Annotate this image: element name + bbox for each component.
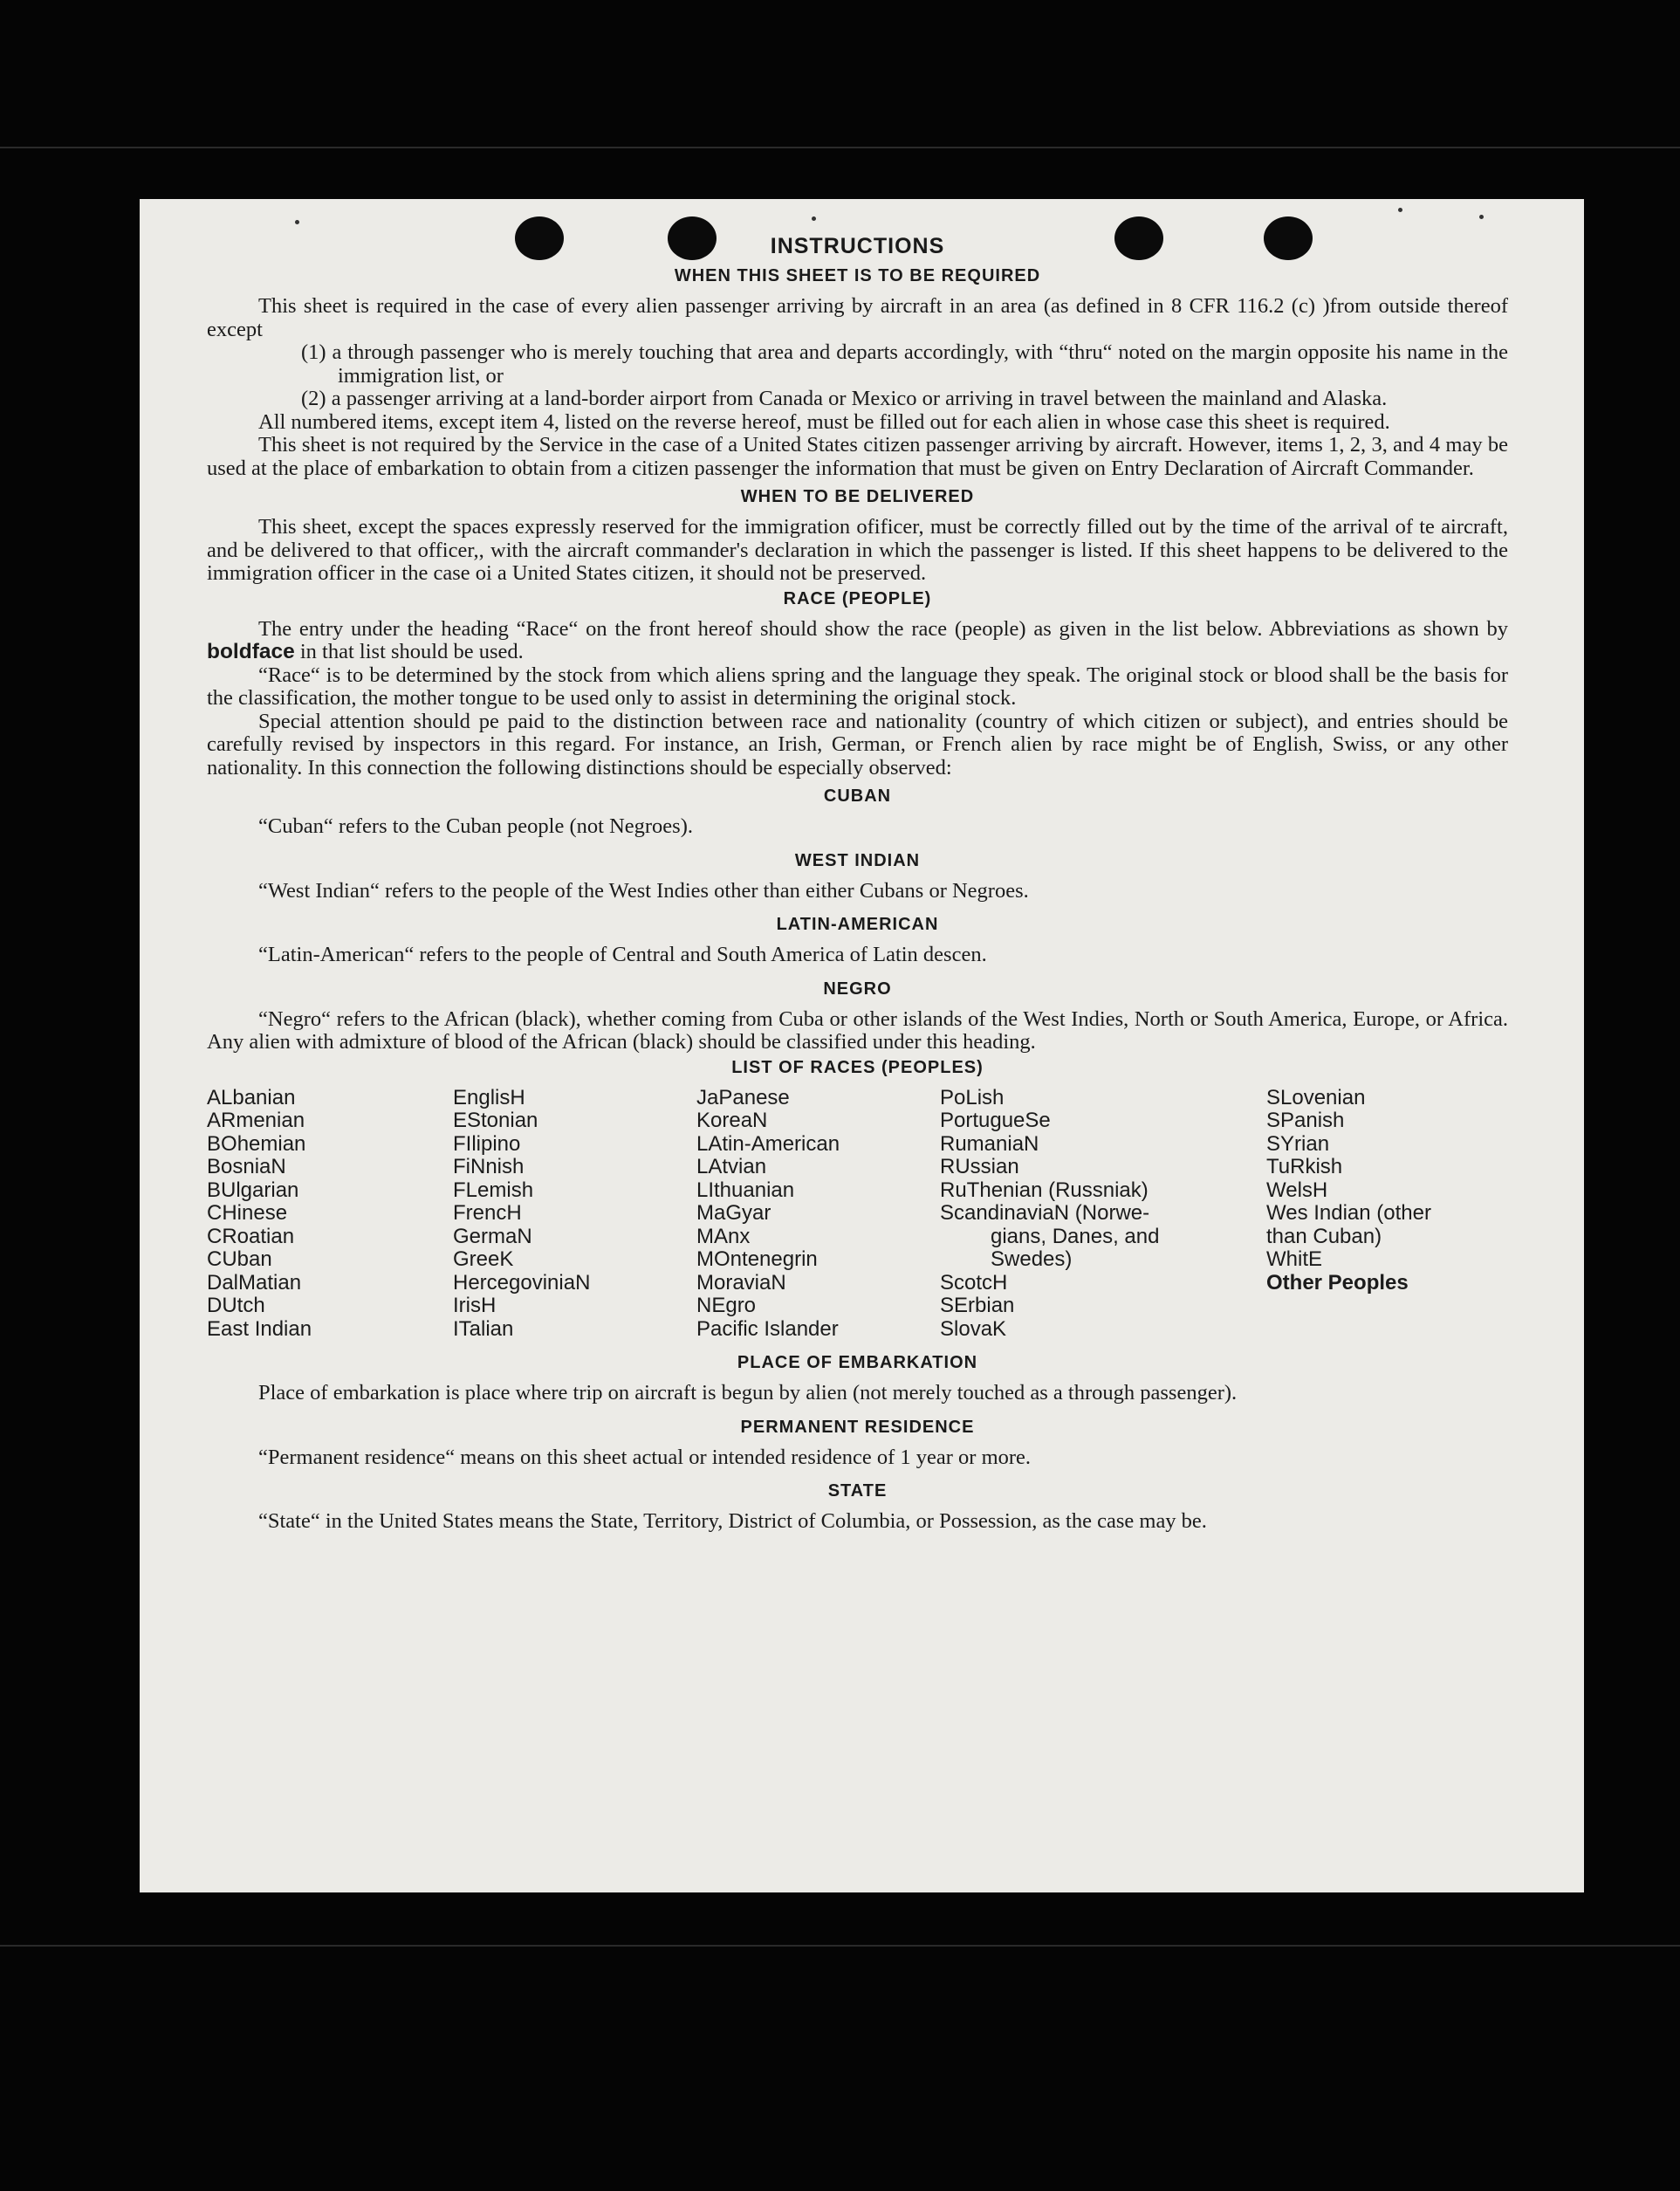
race-entry (453, 1156, 696, 1179)
section-heading-delivered: WHEN TO BE DELIVERED (740, 487, 975, 506)
punch-hole (515, 216, 564, 260)
race-fragment: Whit (1266, 1247, 1308, 1271)
scan-line (0, 147, 1680, 148)
race-fragment: ES (453, 1109, 482, 1132)
race-fragment: hemian (237, 1131, 306, 1156)
race-fragment: thuanian (714, 1178, 795, 1202)
paragraph: “Race“ is to be determined by the stock from which aliens spring and the language they speak. The original stock or blood shall be the basis for the classification, the mother tongue to be used only to assist in determining the original stock. (207, 663, 1508, 710)
race-fragment: ovenian (1292, 1085, 1366, 1109)
race-fragment: AL (207, 1085, 233, 1109)
race-entry (453, 1295, 696, 1318)
race-fragment: oatian (237, 1224, 295, 1248)
race-fragment: kish (1305, 1155, 1343, 1178)
race-entry (453, 1087, 696, 1110)
race-fragment: henian (Russniak) (979, 1178, 1149, 1202)
race-fragment: BO (207, 1131, 237, 1156)
race-entry (453, 1272, 696, 1295)
race-fragment: banian (232, 1085, 296, 1109)
race-list (207, 1087, 1508, 1342)
paragraph: This sheet is not required by the Service in the case of a United States citizen passenger arriving by aircraft. However, items 1, 2, 3, and 4 may be used at the place of embarkation to obtain from a citizen passenger the information that must be given on Entry Declaration of Aircraft Commander. (207, 433, 1508, 480)
scan-speck (812, 216, 816, 221)
paragraph: “Cuban“ refers to the Cuban people (not Negroes). (258, 814, 693, 838)
race-column (207, 1087, 453, 1342)
race-entry (207, 1202, 453, 1226)
race-fragment: Hercegovinia (453, 1270, 576, 1295)
race-fragment: DU (207, 1294, 237, 1317)
race-entry (453, 1202, 696, 1226)
race-fragment: FL (453, 1178, 478, 1202)
race-entry (696, 1087, 940, 1110)
race-fragment: alian (469, 1316, 514, 1341)
paragraph: Special attention should pe paid to the distinction between race and nationality (country of which citizen or subject), and entries should be carefully revised by inspectors in this regard. For instance, an Irish, German, or French alien by race might be of English, Swiss, or any other nationality. In this connection the following distinctions should be especially observed: (207, 709, 1508, 780)
race-fragment: Iris (453, 1294, 481, 1317)
race-entry (940, 1202, 1266, 1226)
scan-speck (1479, 215, 1484, 219)
race-fragment: lipino (471, 1131, 521, 1156)
race-entry (696, 1272, 940, 1295)
race-entry (453, 1226, 696, 1249)
race-entry (940, 1248, 1266, 1272)
race-fragment: gro (725, 1294, 757, 1317)
race-entry (696, 1318, 940, 1342)
race-fragment: LI (696, 1178, 715, 1202)
section-heading-state: STATE (827, 1481, 888, 1501)
race-fragment: SL (1266, 1085, 1293, 1109)
section-heading-residence: PERMANENT RESIDENCE (740, 1417, 975, 1437)
race-fragment: Wels (1266, 1178, 1313, 1202)
race-fragment: FI (453, 1131, 472, 1156)
race-entry (940, 1272, 1266, 1295)
section-heading-list: LIST OF RACES (PEOPLES) (731, 1057, 984, 1077)
paragraph: Place of embarkation is place where trip on aircraft is begun by alien (not merely touched as a through passenger). (258, 1381, 1238, 1405)
race-fragment: Ja (696, 1085, 719, 1109)
race-entry (940, 1295, 1266, 1318)
race-entry (1266, 1272, 1507, 1295)
race-fragment: P (718, 1085, 733, 1109)
race-fragment: Englis (453, 1085, 511, 1109)
race-fragment: BU (207, 1178, 237, 1202)
race-entry (207, 1133, 453, 1157)
race-fragment: menian (236, 1109, 305, 1132)
race-entry (940, 1133, 1266, 1157)
race-fragment: atian (256, 1270, 302, 1295)
race-fragment: H (510, 1085, 525, 1109)
race-column (453, 1087, 696, 1342)
section-heading-cuban: CUBAN (823, 786, 892, 806)
race-fragment: ntenegrin (730, 1247, 818, 1271)
punch-hole (1264, 216, 1313, 260)
race-entry (1266, 1226, 1507, 1249)
race-fragment: N (271, 1155, 286, 1178)
paragraph: “Negro“ refers to the African (black), whether coming from Cuba or other islands of the West Indies, North or South America, Europe, or Africa. Any alien with admixture of blood of the African (black) should be classified under this heading. (207, 1006, 1508, 1054)
list-item: (1) a through passenger who is merely touching that area and departs accordingly, with “thru“ noted on the margin opposite his name in the immigration list, or (301, 340, 1508, 388)
race-fragment: e (1039, 1109, 1051, 1132)
race-entry (1266, 1087, 1507, 1110)
race-fragment: G (725, 1201, 743, 1225)
race-fragment: N (575, 1270, 591, 1295)
race-entry (940, 1087, 1266, 1110)
race-fragment: nx (728, 1224, 751, 1248)
race-entry (940, 1226, 1266, 1249)
race-entry (696, 1109, 940, 1133)
race-fragment: Ma (696, 1201, 726, 1225)
paragraph: This sheet, except the spaces expressly reserved for the immigration ofificer, must be correctly filled out by the time of the arrival of te aircraft, and be delivered to that officer,, with the aircraft commander's declaration in which the passenger is listed. If this sheet happens to be delivered to the immigration officer in the case oi a United States citizen, it should not be preserved. (207, 515, 1508, 585)
race-fragment: rian (1294, 1131, 1330, 1156)
race-entry (1266, 1156, 1507, 1179)
section-heading-negro: NEGRO (823, 979, 892, 999)
race-fragment: (Norwe- (1069, 1201, 1150, 1225)
race-entry (940, 1179, 1266, 1203)
race-fragment: Bosnia (207, 1155, 271, 1178)
race-fragment: CU (207, 1247, 237, 1271)
instruction-sheet (140, 199, 1584, 1892)
race-entry (696, 1248, 940, 1272)
race-fragment: LA (696, 1131, 723, 1156)
race-entry (453, 1133, 696, 1157)
race-entry (696, 1295, 940, 1318)
race-fragment: S (1025, 1109, 1039, 1132)
race-fragment: Portugue (940, 1109, 1025, 1132)
race-fragment: ban (237, 1247, 272, 1271)
race-entry (940, 1109, 1266, 1133)
section-heading-required: WHEN THIS SHEET IS TO BE REQUIRED (674, 266, 1041, 285)
race-fragment: LA (696, 1155, 723, 1178)
race-entry (207, 1295, 453, 1318)
race-fragment: H (506, 1201, 522, 1225)
text: The entry under the heading “Race“ on the front hereof should show the race (people) as given in the list below. Abbreviations as shown by (258, 616, 1508, 641)
race-fragment: Frenc (453, 1201, 507, 1225)
race-entry (1266, 1248, 1507, 1272)
paragraph: All numbered items, except item 4, listed on the reverse hereof, must be filled out for each alien in whose case this sheet is required. (258, 409, 1390, 434)
race-entry (1266, 1109, 1507, 1133)
race-entry (696, 1179, 940, 1203)
race-fragment: yar (742, 1201, 771, 1225)
race-fragment: Pacific Islander (696, 1316, 839, 1341)
race-fragment: PoL (940, 1085, 977, 1109)
race-column (1266, 1087, 1507, 1342)
race-fragment: SY (1266, 1131, 1295, 1156)
race-fragment: H (1312, 1178, 1328, 1202)
race-entry (207, 1272, 453, 1295)
race-fragment: rbian (968, 1294, 1015, 1317)
race-fragment: H (992, 1270, 1008, 1295)
race-fragment: Korea (696, 1109, 753, 1132)
race-fragment: SP (1266, 1109, 1295, 1132)
race-fragment: N (517, 1224, 532, 1248)
race-fragment: anese (732, 1085, 790, 1109)
race-fragment: K (992, 1316, 1007, 1341)
text: in that list should be used. (299, 640, 524, 663)
race-entry (696, 1156, 940, 1179)
race-fragment: NE (696, 1294, 726, 1317)
race-fragment: RU (940, 1155, 970, 1178)
race-fragment: E (1308, 1247, 1323, 1271)
race-fragment: N (771, 1270, 786, 1295)
race-column (940, 1087, 1266, 1342)
paragraph: “State“ in the United States means the State, Territory, District of Columbia, or Possession, as the case may be. (258, 1509, 1207, 1533)
paragraph: “Permanent residence“ means on this sheet actual or intended residence of 1 year or more. (258, 1445, 1032, 1469)
race-fragment: MO (696, 1247, 730, 1271)
bold-term: boldface (207, 640, 295, 663)
section-heading-race: RACE (PEOPLE) (783, 588, 932, 608)
race-entry (696, 1202, 940, 1226)
paragraph: “West Indian“ refers to the people of the West Indies other than either Cubans or Negroes. (258, 878, 1029, 903)
race-fragment: inese (237, 1201, 288, 1225)
race-fragment: Dal (207, 1270, 239, 1295)
race-fragment: than Cuban) (1266, 1224, 1382, 1248)
race-fragment: SE (940, 1294, 969, 1317)
race-fragment: Wes Indian (other (1266, 1201, 1431, 1225)
page-title: INSTRUCTIONS (770, 234, 945, 258)
scan-line (0, 1945, 1680, 1947)
race-fragment: M (238, 1270, 257, 1295)
paragraph: “Latin-American“ refers to the people of Central and South America of Latin descen. (258, 943, 987, 966)
race-fragment: TuR (1266, 1155, 1306, 1178)
race-fragment: Gree (453, 1247, 500, 1271)
race-fragment: N (752, 1109, 768, 1132)
race-entry (940, 1318, 1266, 1342)
race-entry (207, 1179, 453, 1203)
race-entry (207, 1087, 453, 1110)
race-entry (453, 1109, 696, 1133)
race-fragment: ish (977, 1085, 1005, 1109)
race-entry (207, 1156, 453, 1179)
race-fragment: N (1053, 1201, 1070, 1225)
race-fragment: tin-American (722, 1131, 840, 1156)
section-heading-embarkation: PLACE OF EMBARKATION (737, 1353, 978, 1372)
race-entry (453, 1179, 696, 1203)
race-fragment: tvian (722, 1155, 767, 1178)
race-entry (207, 1318, 453, 1342)
race-fragment: Moravia (696, 1270, 771, 1295)
list-item: (2) a passenger arriving at a land-border airport from Canada or Mexico or arriving in travel between the mainland and Alaska. (301, 387, 1388, 410)
race-fragment: Germa (453, 1224, 518, 1248)
race-fragment: FiN (453, 1155, 486, 1178)
race-fragment: Scandinavia (940, 1201, 1054, 1225)
race-fragment: Swedes) (991, 1247, 1073, 1271)
race-entry (207, 1248, 453, 1272)
race-fragment: tch (237, 1294, 265, 1317)
race-fragment: Scotc (940, 1270, 993, 1295)
punch-hole (668, 216, 717, 260)
race-fragment: AR (207, 1109, 237, 1132)
race-fragment: ssian (970, 1155, 1019, 1178)
race-entry (453, 1248, 696, 1272)
race-entry (1266, 1179, 1507, 1203)
race-entry (207, 1226, 453, 1249)
race-fragment: MA (696, 1224, 728, 1248)
race-fragment: Slova (940, 1316, 993, 1341)
paragraph: This sheet is required in the case of every alien passenger arriving by aircraft in an area (as defined in 8 CFR 116.2 (c) )from outside thereof except (207, 294, 1508, 341)
race-fragment: CH (207, 1201, 237, 1225)
race-fragment: emish (477, 1178, 534, 1202)
race-fragment: RuT (940, 1178, 980, 1202)
race-fragment: Rumania (940, 1131, 1025, 1156)
race-entry (207, 1109, 453, 1133)
race-entry (1266, 1133, 1507, 1157)
section-heading-latin-american: LATIN-AMERICAN (776, 915, 939, 934)
scan-speck (295, 220, 299, 224)
race-entry (453, 1318, 696, 1342)
paragraph (207, 618, 1508, 664)
scan-speck (1398, 208, 1402, 212)
race-fragment: tonian (481, 1109, 538, 1132)
race-fragment: East Indian (207, 1316, 312, 1341)
race-fragment: anish (1294, 1109, 1345, 1132)
race-fragment: IT (453, 1316, 470, 1341)
race-entry (940, 1156, 1266, 1179)
race-column (696, 1087, 940, 1342)
race-fragment: lgarian (236, 1178, 299, 1202)
race-fragment: gians, Danes, and (991, 1224, 1160, 1248)
race-fragment: CR (207, 1224, 237, 1248)
section-heading-west-indian: WEST INDIAN (794, 850, 921, 870)
race-fragment: H (481, 1294, 497, 1317)
race-entry (696, 1133, 940, 1157)
race-entry (696, 1226, 940, 1249)
punch-hole (1114, 216, 1163, 260)
race-fragment: K (499, 1247, 514, 1271)
race-fragment: nish (485, 1155, 525, 1178)
race-entry (1266, 1202, 1507, 1226)
race-fragment: N (1024, 1131, 1039, 1156)
race-fragment: Other Peoples (1266, 1270, 1409, 1295)
